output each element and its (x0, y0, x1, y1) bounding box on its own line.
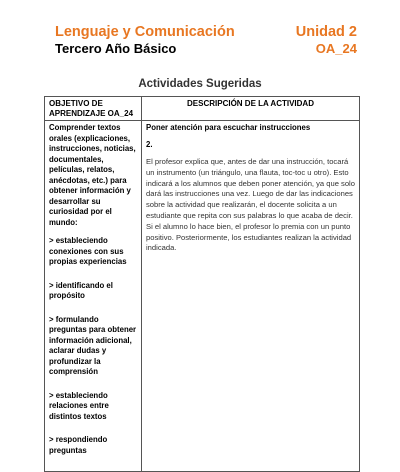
table-header-row (45, 97, 360, 121)
objective-code: OA_24 (315, 41, 357, 56)
document-header-left (55, 24, 235, 57)
objective-cell (45, 121, 142, 472)
subject-title: Lenguaje y Comunicación (55, 24, 235, 40)
activity-title: Poner atención para escuchar instrucciones (146, 123, 311, 132)
grade-level: Tercero Año Básico (55, 41, 177, 56)
section-title: Actividades Sugeridas (138, 78, 262, 90)
unit-label: Unidad 2 (295, 24, 357, 40)
objective-item: > respondiendo preguntas (49, 435, 108, 455)
objective-item: > identificando el propósito (49, 280, 113, 300)
table-row (45, 121, 360, 472)
objective-intro: Comprender textos orales (explicaciones, instrucciones, noticias, documentales, películas, relatos, anécdotas, etc.) para obtener información y desarrollar su curiosidad por el mundo: (49, 123, 136, 227)
objective-item: > estableciendo relaciones entre distintos textos (49, 390, 109, 421)
description-cell (142, 121, 360, 472)
activity-text: El profesor explica que, antes de dar una instrucción, tocará un instrumento (un triángulo, una flauta, toc-toc u otro). Esto indicará a los alumnos que deben poner atención, ya que solo dará las instrucciones una vez. Luego de dar las indicaciones sobre la actividad que realizarán, el docente solicita a un estudiante que repita con sus palabras lo que acaba de decir. Si el alumno lo hace bien, el profesor lo premia con un punto positivo. Posteriormente, los estudiantes realizan la actividad indicada. (146, 157, 355, 253)
objective-item: > estableciendo conexiones con sus propias experiencias (49, 236, 127, 266)
objective-column-header: OBJETIVO DE APRENDIZAJE OA_24 (45, 97, 142, 121)
activity-number: 2. (146, 140, 153, 149)
activities-table (44, 96, 360, 472)
document-header-right (296, 24, 357, 57)
objective-item: > formulando preguntas para obtener información adicional, aclarar dudas y profundizar la comprensión (49, 314, 137, 376)
description-column-header: DESCRIPCIÓN DE LA ACTIVIDAD (142, 97, 360, 121)
